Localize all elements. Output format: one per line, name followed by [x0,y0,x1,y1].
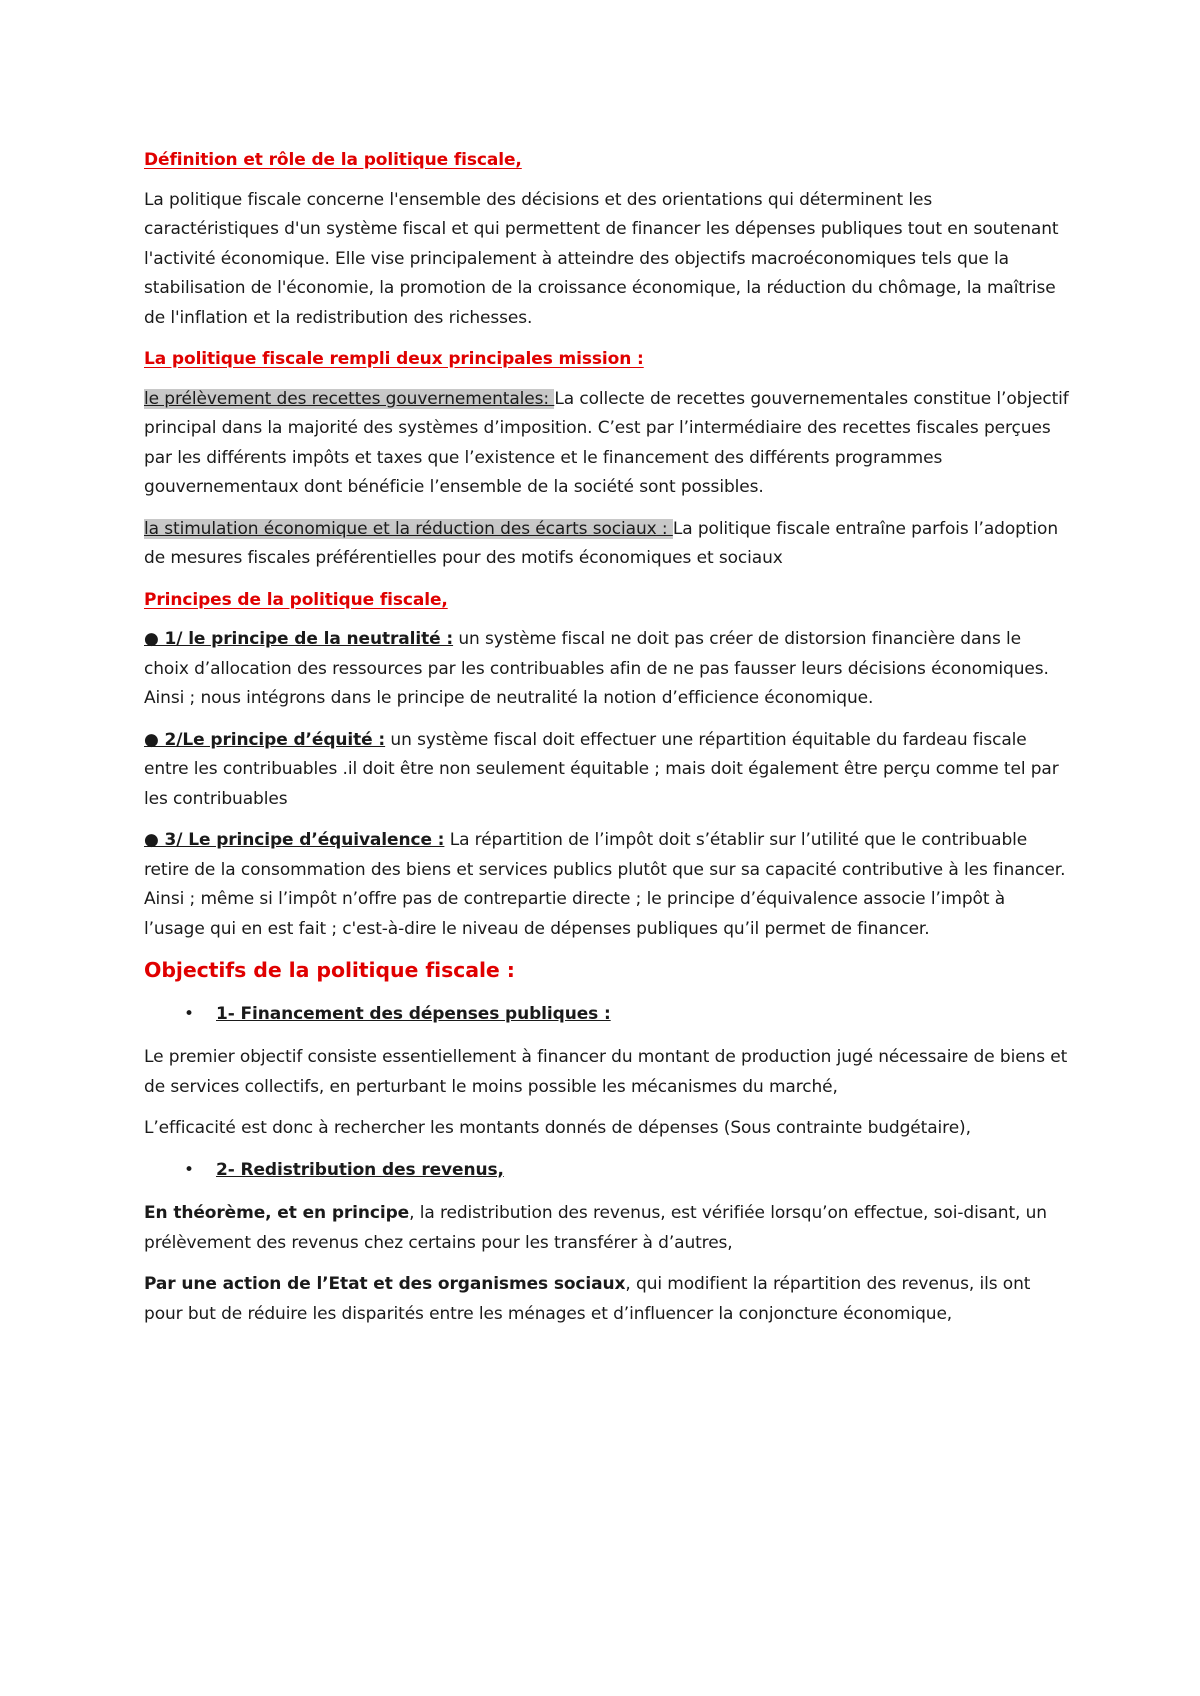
mission-2-text: La politique fiscale entraîne parfois l’adoption de mesures fiscales préférentielles pour des motifs économiques et sociaux [144,518,1059,568]
paragraph-objective-2-a [144,1199,1070,1258]
heading-principles: Principes de la politique fiscale, [144,589,448,610]
objective-2-a-text: , la redistribution des revenus, est vérifiée lorsqu’on effectue, soi-disant, un prélèvement des revenus chez certains pour les transférer à d’autres, [144,1203,1047,1253]
heading-objectives: Objectifs de la politique fiscale : [144,958,515,982]
mission-1-text: La collecte de recettes gouvernementales constitue l’objectif principal dans la majorité des systèmes d’imposition. C’est par l’intermédiaire des recettes fiscales perçues par les différents impôts et taxes que l’existence et le financement des différents programmes gouvernementaux dont bénéficie l’ensemble de la société sont possibles. [144,388,1069,497]
paragraph-objective-2-b [144,1270,1070,1329]
principle-1-label: ● 1/ le principe de la neutralité : [144,629,454,649]
mission-2-label: la stimulation économique et la réduction des écarts sociaux : [144,518,673,539]
heading-definition: Définition et rôle de la politique fiscale, [144,150,522,170]
paragraph-principle-2 [144,726,1070,815]
principle-2-label: ● 2/Le principe d’équité : [144,729,386,750]
mission-1-label: le prélèvement des recettes gouvernementales: [144,388,555,409]
objective-2-a-bold: En théorème, et en principe [144,1203,410,1223]
bullet-icon: • [184,1003,194,1024]
objective-2-title [144,1156,1070,1186]
paragraph-principle-3 [144,826,1070,944]
objective-2-title-text: 2- Redistribution des revenus, [216,1159,504,1180]
paragraph-definition: La politique fiscale concerne l'ensemble des décisions et des orientations qui déterminent les caractéristiques d'un système fiscal et qui permettent de financer les dépenses publiques tout en soutenant l'activité économique. Elle vise principalement à atteindre des objectifs macroéconomiques tels que la stabilisation de l'économie, la promotion de la croissance économique, la réduction du chômage, la maîtrise de l'inflation et la redistribution des richesses. [144,189,1059,328]
objective-2-b-bold: Par une action de l’Etat et des organismes sociaux [144,1274,626,1294]
principle-3-text: La répartition de l’impôt doit s’établir sur l’utilité que le contribuable retire de la consommation des biens et services publics plutôt que sur sa capacité contributive à les financer. Ainsi ; même si l’impôt n’offre pas de contrepartie directe ; le principe d’équivalence associe l’impôt à l’usage qui en est fait ; c'est-à-dire le niveau de dépenses publiques qu’il permet de financer. [144,830,1066,939]
paragraph-mission-1 [144,385,1070,503]
principle-1-text: un système fiscal ne doit pas créer de distorsion financière dans le choix d’allocation des ressources par les contribuables afin de ne pas fausser leurs décisions économiques. Ainsi ; nous intégrons dans le principe de neutralité la notion d’efficience économique. [144,629,1049,708]
objective-1-title [144,1000,1070,1030]
paragraph-mission-2 [144,515,1070,574]
paragraph-principle-1 [144,625,1070,714]
paragraph-objective-1-b: L’efficacité est donc à rechercher les montants donnés de dépenses (Sous contrainte budgétaire), [144,1118,971,1138]
objective-1-title-text: 1- Financement des dépenses publiques : [216,1003,611,1024]
heading-missions: La politique fiscale rempli deux principales mission : [144,349,644,369]
principle-2-text: un système fiscal doit effectuer une répartition équitable du fardeau fiscale entre les contribuables .il doit être non seulement équitable ; mais doit également être perçu comme tel par les contribuables [144,729,1059,809]
paragraph-objective-1-a: Le premier objectif consiste essentiellement à financer du montant de production jugé nécessaire de biens et de services collectifs, en perturbant le moins possible les mécanismes du marché, [144,1047,1068,1097]
objective-2-b-text: , qui modifient la répartition des revenus, ils ont pour but de réduire les disparités entre les ménages et d’influencer la conjoncture économique, [144,1274,1031,1324]
principle-3-label: ● 3/ Le principe d’équivalence : [144,830,445,850]
bullet-icon: • [184,1159,194,1180]
